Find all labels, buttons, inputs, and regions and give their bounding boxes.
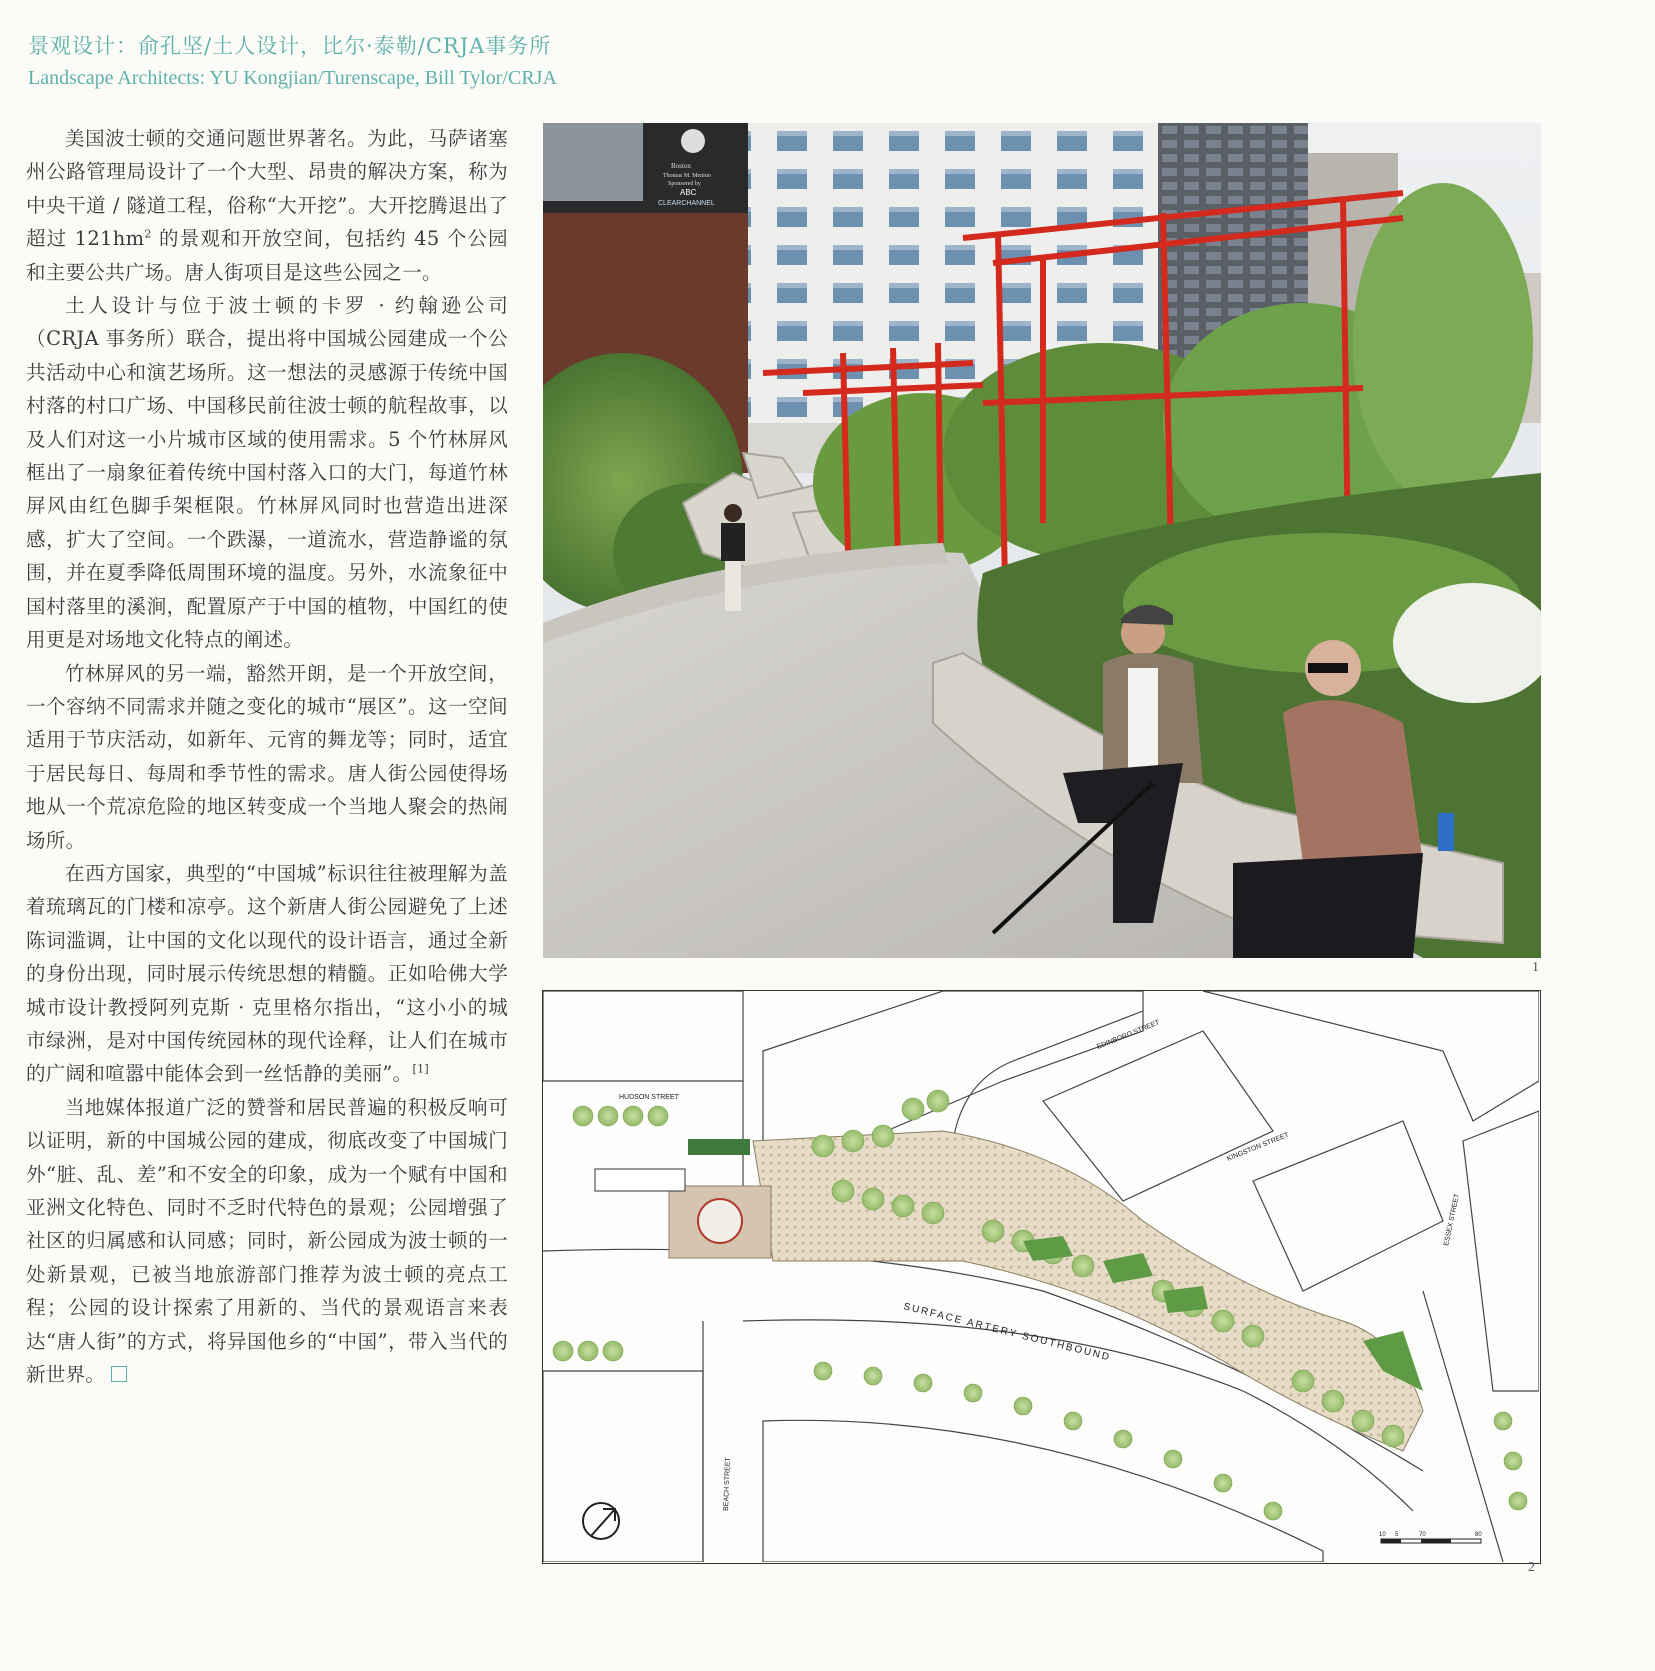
label-essex-street: ESSEX STREET (1443, 1193, 1461, 1247)
north-arrow-icon (583, 1503, 619, 1539)
block-west (543, 1371, 703, 1562)
credit-chinese: 景观设计：俞孔坚/土人设计，比尔·泰勒/CRJA事务所 (28, 34, 552, 58)
article-body (26, 122, 508, 1391)
paragraph-1 (26, 122, 508, 289)
pavilion (595, 1169, 685, 1191)
label-kingston-street: KINGSTON STREET (1226, 1131, 1290, 1163)
paragraph-3: 竹林屏风的另一端，豁然开朗，是一个开放空间，一个容纳不同需求并随之变化的城市“展区”。这一空间适用于节庆活动，如新年、元宵的舞龙等；同时，适宜于居民每日、每周和季节性的需求。唐人街公园使得场地从一个荒凉危险的地区转变成一个当地人聚会的热闹场所。 (26, 661, 508, 852)
billboard-line2: Thomas M. Menino (663, 173, 711, 179)
block-north (763, 991, 1143, 1141)
block-east (1463, 1111, 1539, 1391)
paragraph-5 (26, 1091, 508, 1392)
paragraph-4 (26, 857, 508, 1091)
paragraph-4-text: 在西方国家，典型的“中国城”标识往往被理解为盖着琉璃瓦的门楼和凉亭。这个新唐人街公园避免了上述陈词滥调，让中国的文化以现代的设计语言，通过全新的身份出现，同时展示传统思想的精髓。正如哈佛大学城市设计教授阿列克斯 · 克里格尔指出，“这小小的城市绿洲，是对中国传统园林的现代诠释，让人们在城市的广阔和喧嚣中能体会到一丝恬静的美丽”。 (26, 861, 508, 1086)
label-hudson-street: HUDSON STREET (619, 1094, 679, 1101)
citation-ref: [1] (412, 1062, 429, 1076)
billboard-line5: CLEARCHANNEL (658, 200, 715, 207)
block-northwest (543, 991, 743, 1081)
park-photo (543, 123, 1541, 958)
gate (688, 1139, 750, 1155)
paragraph-5-text: 当地媒体报道广泛的赞誉和居民普遍的积极反响可以证明，新的中国城公园的建成，彻底改变了中国城门外“脏、乱、差”和不安全的印象，成为一个赋有中国和亚洲文化特色、同时不乏时代特色的景观；公园增强了社区的归属感和认同感；同时，新公园成为波士顿的一处新景观，已被当地旅游部门推荐为波士顿的亮点工程；公园的设计探索了用新的、当代的景观语言来表达“唐人街”的方式，将异国他乡的“中国”，带入当代的新世界。 (26, 1095, 508, 1387)
label-beach-street: BEACH STREET (723, 1457, 732, 1512)
figure-2-number: 2 (1528, 1560, 1535, 1575)
scale-label-1: 10 (1379, 1532, 1386, 1538)
site-plan (542, 990, 1541, 1564)
paragraph-1-text-b: 的景观和开放空间，包括约 45 个公园和主要公共广场。唐人街项目是这些公园之一。 (26, 227, 508, 284)
paragraph-2: 土人设计与位于波士顿的卡罗 · 约翰逊公司（CRJA 事务所）联合，提出将中国城公园建成一个公共活动中心和演艺场所。这一想法的灵感源于传统中国村落的村口广场、中国移民前往波士顿的航程故事，以及人们对这一小片城市区域的使用需求。5 个竹林屏风框出了一扇象征着传统中国村落入口的大门，每道竹林屏风由红色脚手架框限。竹林屏风同时也营造出进深感，扩大了空间。一个跌瀑，一道流水，营造静谧的氛围，并在夏季降低周围环境的温度。另外，水流象征中国村落里的溪涧，配置原产于中国的植物，中国红的使用更是对场地文化特点的阐述。 (26, 294, 508, 652)
scale-bar (1379, 1532, 1482, 1543)
billboard-line1: Boston (671, 162, 691, 170)
scale-label-4: 80 (1475, 1532, 1482, 1538)
scale-label-3: 70 (1419, 1532, 1426, 1538)
label-surface-artery: SURFACE ARTERY SOUTHBOUND (902, 1301, 1112, 1364)
superscript-area-unit: 2 (144, 227, 152, 241)
scale-label-2: 5 (1395, 1532, 1399, 1538)
plaza-centerpiece (698, 1199, 742, 1243)
block-northeast (1203, 991, 1539, 1121)
block-kingston (1253, 1121, 1443, 1291)
paragraph-1-text-a: 美国波士顿的交通问题世界著名。为此，马萨诸塞州公路管理局设计了一个大型、昂贵的解决方案，称为中央干道 / 隧道工程，俗称“大开挖”。大开挖腾退出了超过 121hm (26, 127, 508, 251)
billboard-line3: Sponsored by (668, 181, 701, 187)
credit-english: Landscape Architects: YU Kongjian/Turenscape, Bill Tylor/CRJA (28, 67, 557, 89)
figure-1-number: 1 (1532, 960, 1539, 975)
end-mark-icon (111, 1366, 127, 1382)
label-edinboro-street: EDINBORO STREET (1096, 1019, 1161, 1051)
block-south (763, 1420, 1323, 1562)
billboard-line4: ABC (680, 188, 697, 197)
